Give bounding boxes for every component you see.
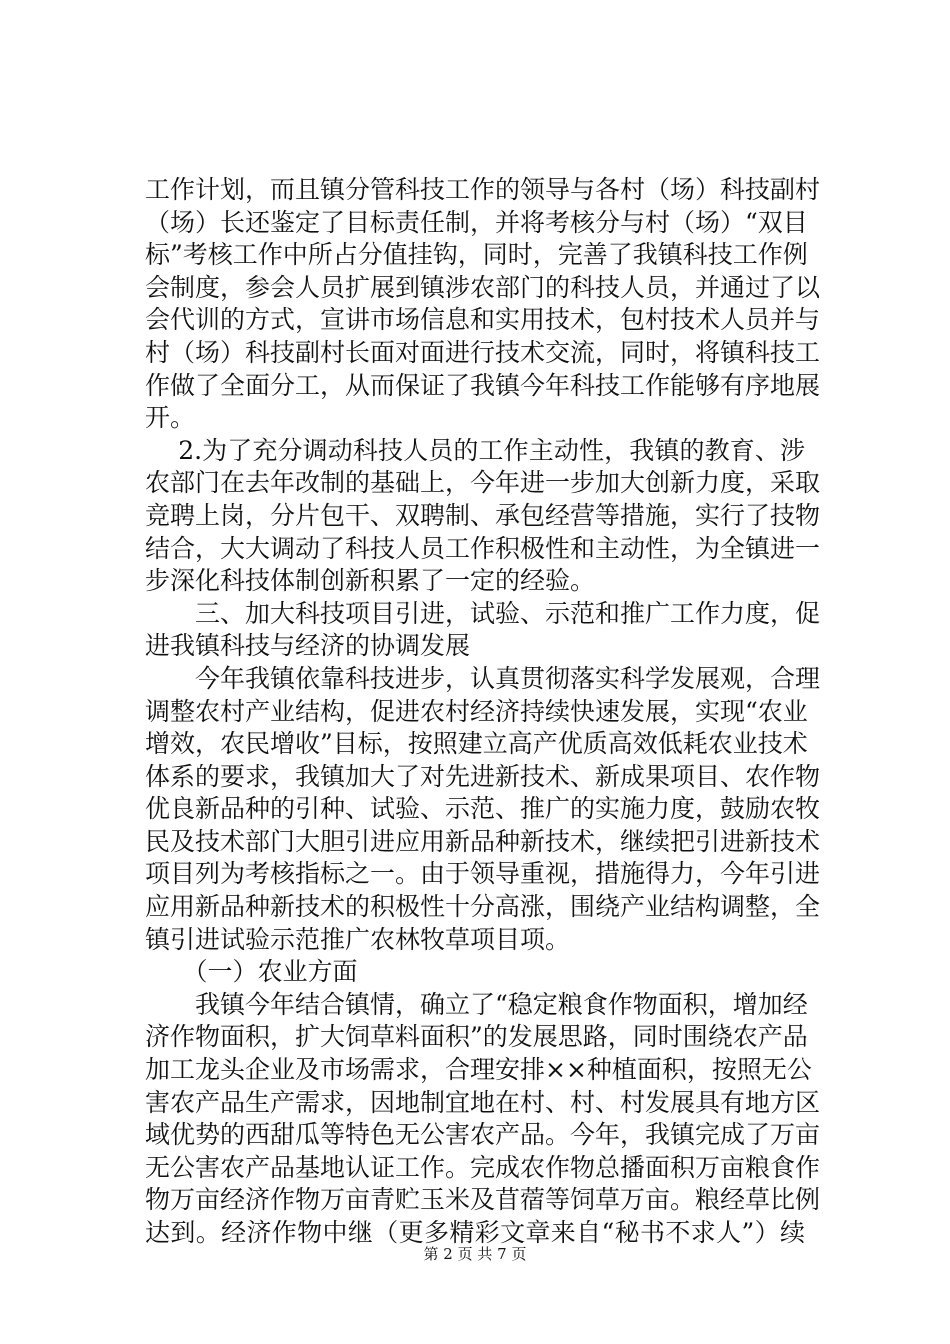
text-line: 2.为了充分调动科技人员的工作主动性，我镇的教育、涉	[145, 435, 805, 465]
page-footer: 第 2 页 共 7 页	[423, 1245, 527, 1263]
text-line: 物万亩经济作物万亩青贮玉米及苜蓿等饲草万亩。粮经草比例	[145, 1185, 821, 1215]
text-line: 作做了全面分工，从而保证了我镇今年科技工作能够有序地展	[145, 370, 821, 400]
text-line: 竞聘上岗，分片包干、双聘制、承包经营等措施，实行了技物	[145, 500, 821, 530]
text-line: 调整农村产业结构，促进农村经济持续快速发展，实现“农业	[145, 696, 808, 726]
text-line: 标”考核工作中所占分值挂钩，同时，完善了我镇科技工作例	[145, 240, 808, 270]
text-line: 村（场）科技副村长面对面进行技术交流，同时，将镇科技工	[145, 337, 821, 367]
body-text	[145, 174, 821, 1250]
text-line: 增效，农民增收”目标，按照建立高产优质高效低耗农业技术	[145, 729, 808, 759]
text-line: 农部门在去年改制的基础上，今年进一步加大创新力度，采取	[145, 468, 821, 498]
text-line: 害农产品生产需求，因地制宜地在村、村、村发展具有地方区	[145, 1087, 821, 1117]
text-line: 镇引进试验示范推广农林牧草项目项。	[145, 924, 571, 954]
text-line: 会代训的方式，宣讲市场信息和实用技术，包村技术人员并与	[145, 305, 821, 335]
text-line: 无公害农产品基地认证工作。完成农作物总播面积万亩粮食作	[145, 1152, 821, 1182]
text-line: 开。	[145, 403, 196, 433]
text-line: 加工龙头企业及市场需求，合理安排××种植面积，按照无公	[145, 1055, 812, 1085]
text-line: 我镇今年结合镇情，确立了“稳定粮食作物面积，增加经	[145, 989, 808, 1019]
text-line: 达到。经济作物中继（更多精彩文章来自“秘书不求人”）续	[145, 1218, 805, 1247]
text-line: 结合，大大调动了科技人员工作积极性和主动性，为全镇进一	[145, 533, 821, 563]
text-line: 步深化科技体制创新积累了一定的经验。	[145, 566, 596, 596]
text-line: （一）农业方面	[145, 957, 358, 987]
text-line: 域优势的西甜瓜等特色无公害农产品。今年，我镇完成了万亩	[145, 1120, 821, 1150]
text-line: 会制度，参会人员扩展到镇涉农部门的科技人员，并通过了以	[145, 272, 821, 302]
text-line: 优良新品种的引种、试验、示范、推广的实施力度，鼓励农牧	[145, 794, 821, 824]
text-line: 项目列为考核指标之一。由于领导重视，措施得力，今年引进	[145, 859, 821, 889]
text-line: 民及技术部门大胆引进应用新品种新技术，继续把引进新技术	[145, 826, 821, 856]
text-line: 工作计划，而且镇分管科技工作的领导与各村（场）科技副村	[145, 175, 821, 204]
text-line: 今年我镇依靠科技进步，认真贯彻落实科学发展观，合理	[145, 663, 821, 693]
text-line: （场）长还鉴定了目标责任制，并将考核分与村（场）“双目	[145, 207, 808, 237]
text-line: 进我镇科技与经济的协调发展	[145, 631, 471, 661]
text-line: 三、加大科技项目引进，试验、示范和推广工作力度，促	[145, 598, 821, 628]
text-line: 体系的要求，我镇加大了对先进新技术、新成果项目、农作物	[145, 761, 821, 791]
text-line: 应用新品种新技术的积极性十分高涨，围绕产业结构调整，全	[145, 892, 821, 922]
text-line: 济作物面积，扩大饲草料面积”的发展思路，同时围绕农产品	[145, 1022, 808, 1052]
